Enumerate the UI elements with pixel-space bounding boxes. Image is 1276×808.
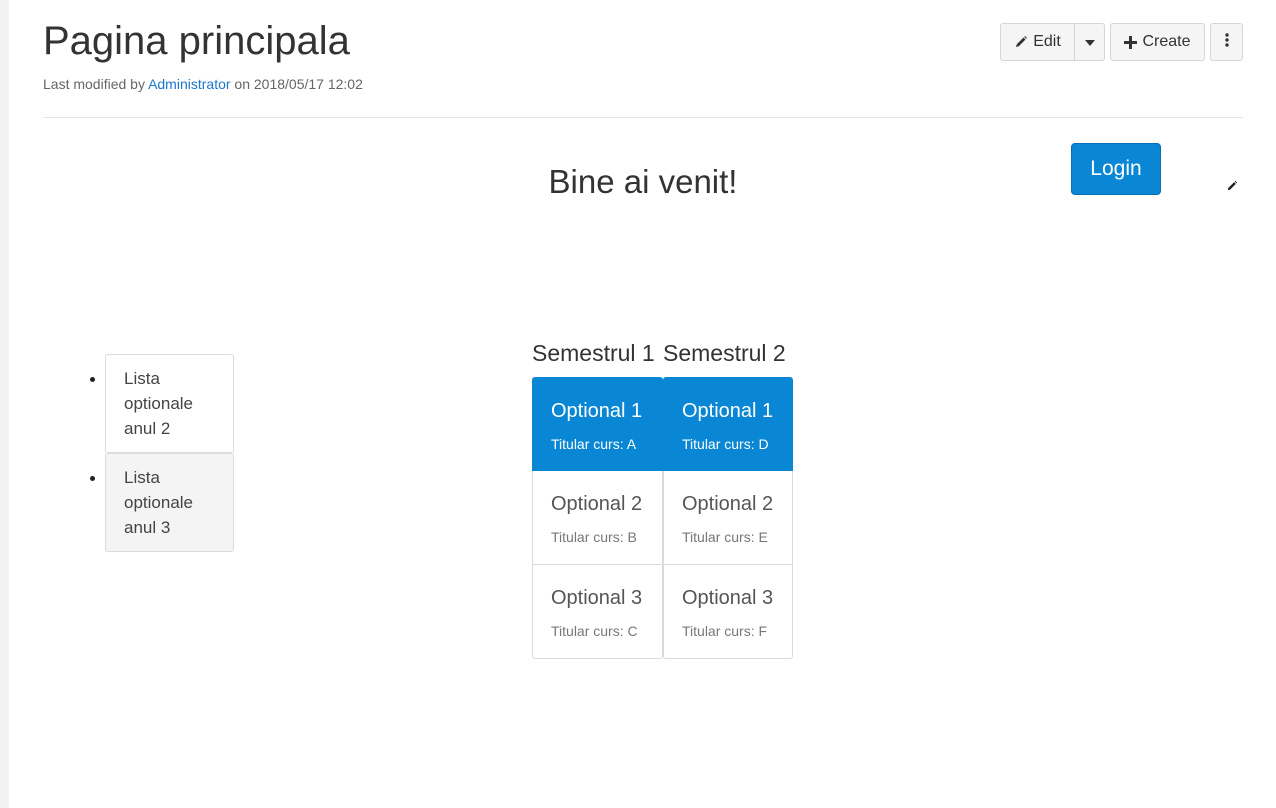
course-name: Optional 3 [551,587,643,609]
edit-dropdown-toggle[interactable] [1075,23,1105,61]
left-edge-strip [0,0,9,808]
page-toolbar [1000,23,1243,61]
semester-grid [532,338,793,659]
login-button[interactable]: Login [1071,143,1161,195]
semester-2-title: Semestrul 2 [663,340,786,366]
course-card[interactable] [663,471,793,565]
semester-1-title: Semestrul 1 [532,340,655,366]
course-teacher: Titular curs: F [682,623,768,639]
vertical-ellipsis-icon [1225,33,1229,52]
course-teacher: Titular curs: D [682,436,769,452]
edit-button-group [1000,23,1105,61]
pencil-icon [1226,179,1238,197]
list-item-year-2[interactable]: Lista optionale anul 2 [105,354,234,453]
course-teacher: Titular curs: A [551,436,637,452]
last-modified-info [43,75,363,93]
course-name: Optional 1 [682,400,774,422]
plus-icon [1124,36,1137,49]
meta-prefix: Last modified by [43,76,149,92]
year-lists [86,354,236,552]
header-divider [43,117,1243,118]
course-card[interactable] [532,565,663,659]
create-button[interactable] [1110,23,1205,61]
author-link[interactable]: Administrator [148,76,231,92]
course-teacher: Titular curs: B [551,529,637,545]
page-title: Pagina principala [43,19,350,63]
course-card[interactable] [663,565,793,659]
semester-1-column [532,338,663,659]
course-name: Optional 3 [682,587,774,609]
welcome-heading: Bine ai venit! [548,163,738,200]
edit-label: Edit [1033,33,1061,50]
more-actions-button[interactable] [1210,23,1243,61]
course-card[interactable] [532,377,663,471]
inline-edit-button[interactable] [1222,178,1242,198]
meta-suffix: on 2018/05/17 12:02 [230,76,363,92]
caret-down-icon [1085,33,1095,51]
course-teacher: Titular curs: E [682,529,768,545]
course-name: Optional 1 [551,400,643,422]
pencil-icon [1014,35,1028,49]
semester-2-column [663,338,793,659]
course-card[interactable] [663,377,793,471]
edit-button[interactable] [1000,23,1075,61]
course-name: Optional 2 [682,493,774,515]
course-teacher: Titular curs: C [551,623,638,639]
course-card[interactable] [532,471,663,565]
course-name: Optional 2 [551,493,643,515]
list-item-year-3[interactable]: Lista optionale anul 3 [105,453,234,552]
create-label: Create [1142,33,1191,50]
